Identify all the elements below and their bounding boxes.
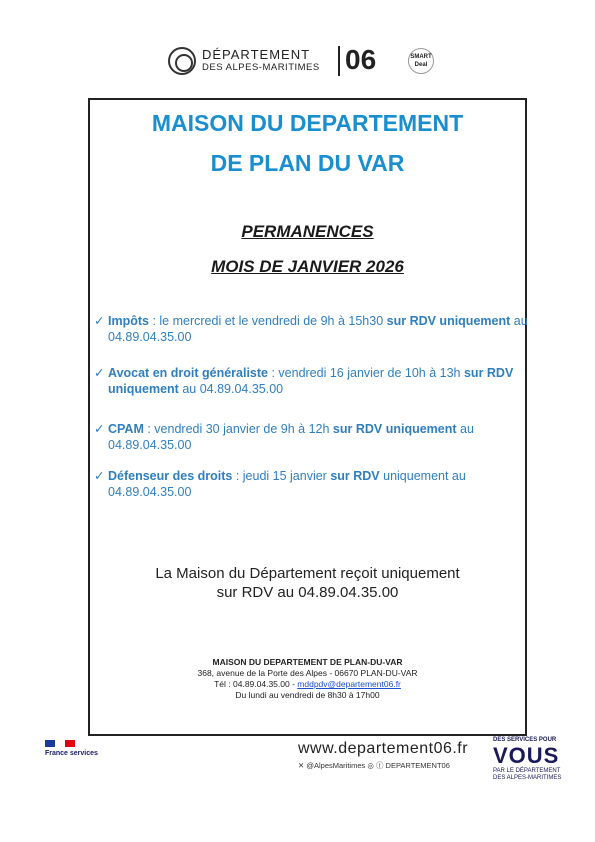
list-item: ✓ Avocat en droit généraliste : vendredi 16 janvier de 10h à 13h sur RDV uniquement au 04.89.04.35.00: [94, 366, 514, 396]
dept-sub: DES ALPES-MARITIMES: [202, 62, 320, 73]
checkmark-icon: ✓: [94, 314, 105, 328]
contact-block: [88, 657, 527, 701]
website-link[interactable]: www.departement06.fr: [298, 740, 469, 757]
title-line1: MAISON DU DEPARTEMENT: [151, 110, 464, 136]
email-link[interactable]: mddpdv@departement06.fr: [297, 679, 401, 689]
france-services-logo: France services: [45, 750, 98, 757]
vous-sub: PAR LE DÉPARTEMENT DES ALPES-MARITIMES: [493, 768, 562, 781]
checkmark-icon: ✓: [94, 366, 105, 380]
social-handle[interactable]: ◎ ⓕ DEPARTEMENT06: [367, 761, 450, 770]
contact-address: 368, avenue de la Porte des Alpes - 06670 PLAN-DU-VAR: [197, 668, 418, 678]
checkmark-icon: ✓: [94, 469, 105, 483]
social-links: [298, 760, 450, 771]
divider: [338, 46, 340, 76]
subtitle-month: MOIS DE JANVIER 2026: [211, 257, 404, 276]
france-flag-icon: [45, 740, 75, 747]
notice-line2: sur RDV au 04.89.04.35.00: [216, 584, 399, 601]
x-handle[interactable]: ✕ @AlpesMaritimes: [298, 761, 366, 770]
contact-name: MAISON DU DEPARTEMENT DE PLAN-DU-VAR: [212, 657, 403, 667]
smart-deal-badge: SMART Deal: [408, 48, 434, 74]
header: [0, 40, 595, 80]
contact-tel-line: Tél : 04.89.04.35.00 - mddpdv@departement06.fr: [214, 679, 401, 689]
list-item: ✓ Impôts : le mercredi et le vendredi de 9h à 15h30 sur RDV uniquement au 04.89.04.35.00: [94, 314, 528, 344]
dept-number: 06: [345, 44, 377, 75]
dept-name: DÉPARTEMENT: [202, 47, 311, 62]
list-item: ✓ CPAM : vendredi 30 janvier de 9h à 12h sur RDV uniquement au 04.89.04.35.00: [94, 422, 474, 452]
list-item: ✓ Défenseur des droits : jeudi 15 janvier sur RDV uniquement au 04.89.04.35.00: [94, 469, 466, 499]
content-frame: [88, 98, 527, 736]
title-line2: DE PLAN DU VAR: [210, 150, 405, 176]
checkmark-icon: ✓: [94, 422, 105, 436]
subtitle-permanences: PERMANENCES: [241, 222, 374, 241]
contact-hours: Du lundi au vendredi de 8h30 à 17h00: [235, 690, 380, 700]
department-seal-icon: [168, 47, 196, 75]
notice-line1: La Maison du Département reçoit uniquement: [155, 565, 460, 582]
vous-top: DES SERVICES POUR: [493, 737, 557, 743]
vous-logo: VOUS: [493, 743, 560, 768]
